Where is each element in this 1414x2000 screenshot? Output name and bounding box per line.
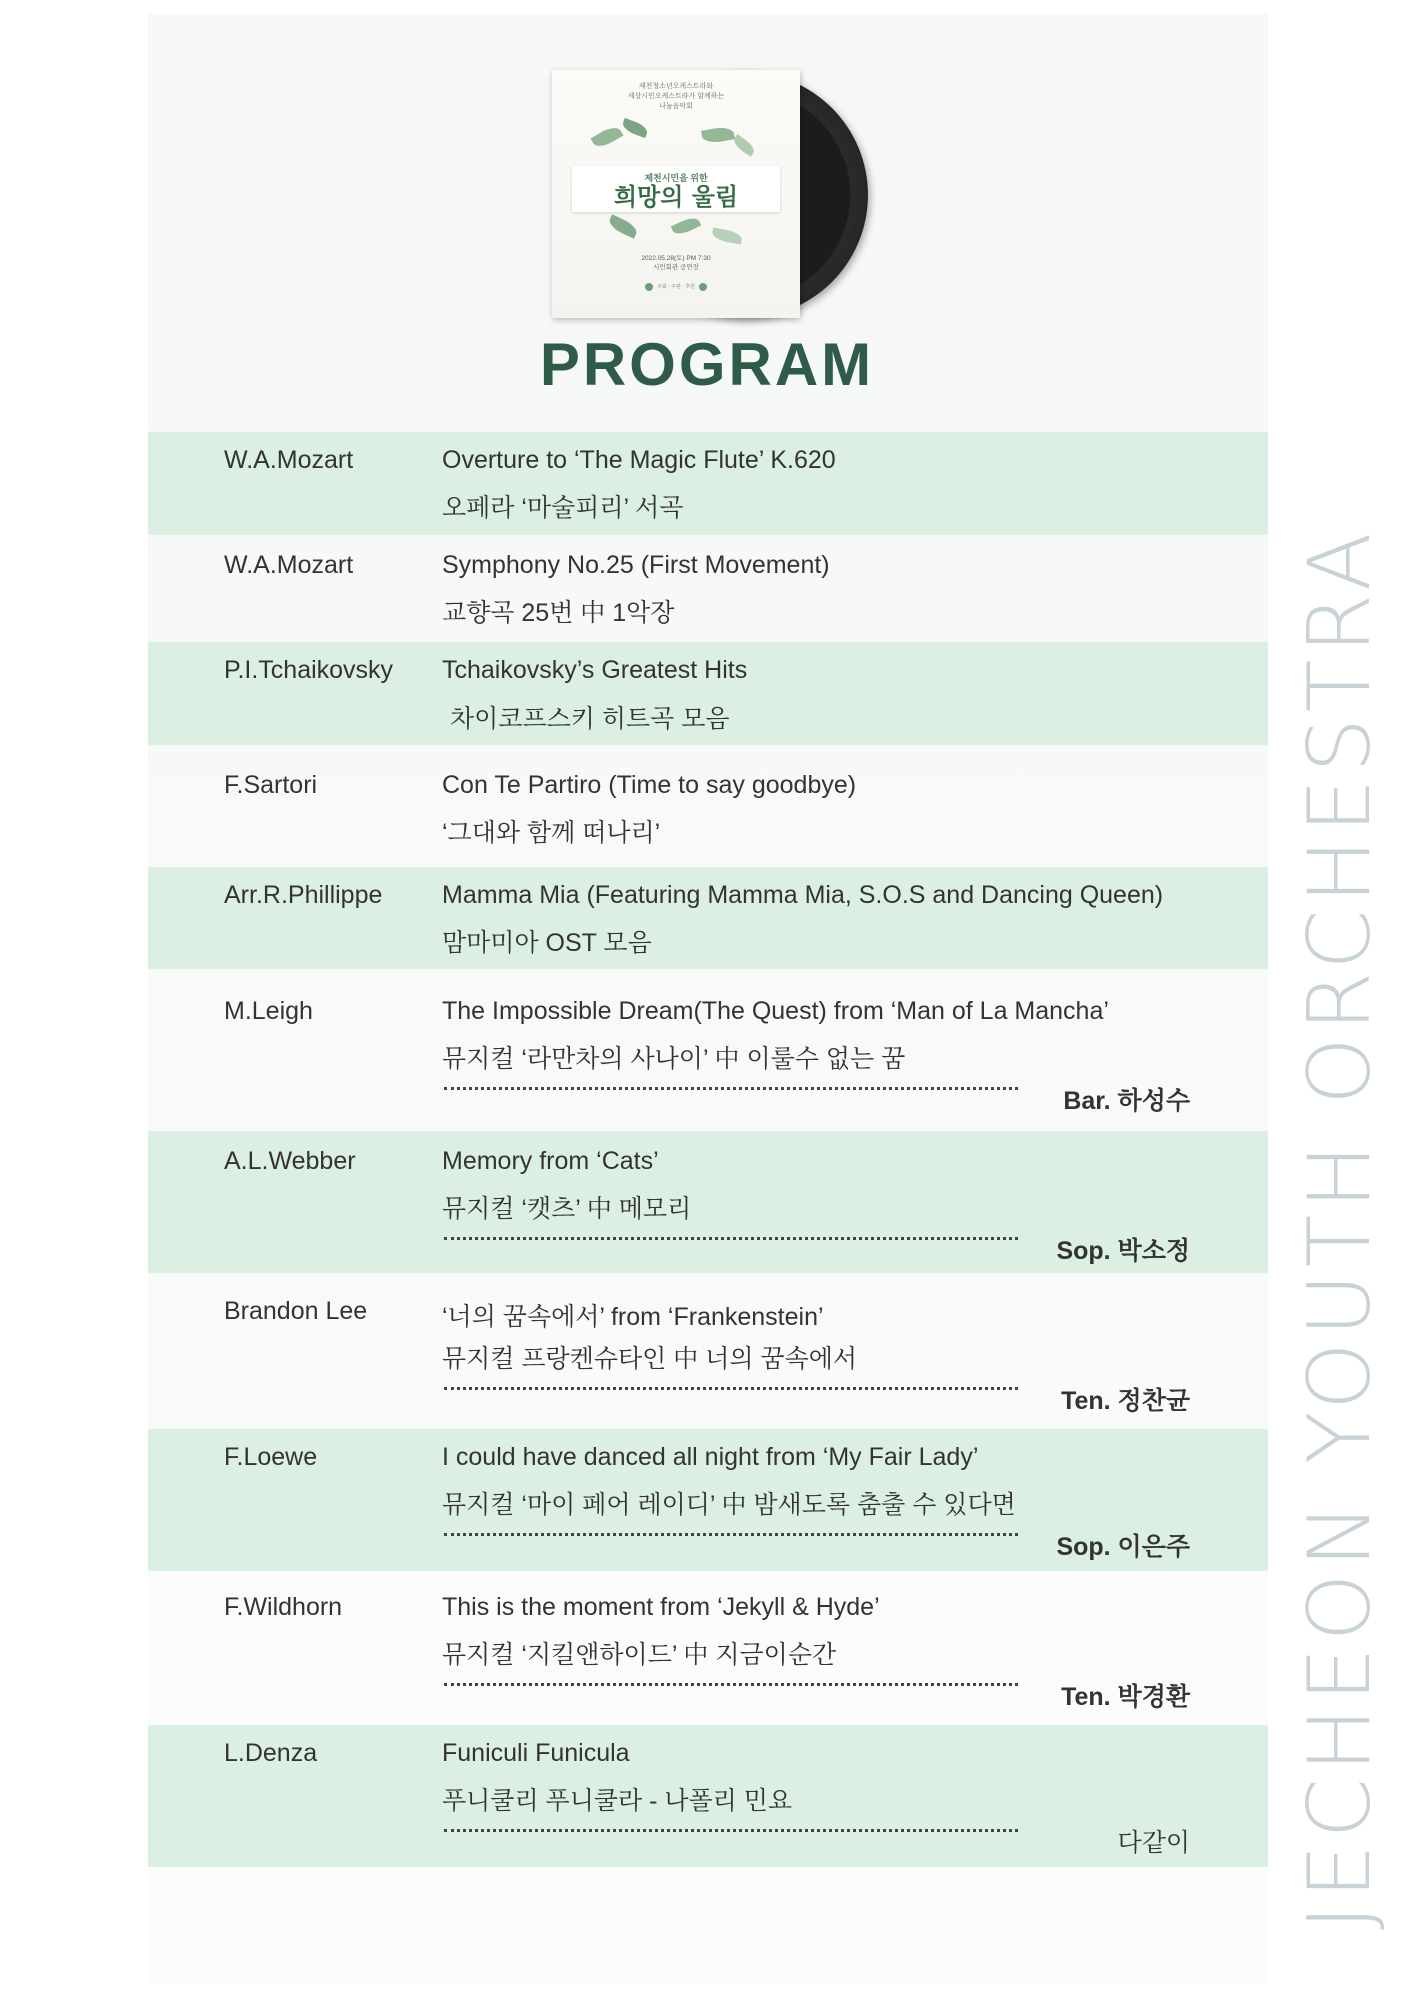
composer-name: L.Denza (224, 1739, 318, 1767)
poster-title-band (572, 166, 780, 212)
sponsor-logo-icon (699, 283, 707, 291)
program-list (148, 432, 1268, 1867)
performer-name: Sop. 박소정 (1056, 1237, 1190, 1265)
poster-sponsors (552, 282, 800, 292)
program-row (148, 432, 1268, 535)
program-row (148, 1131, 1268, 1273)
composer-name: W.A.Mozart (224, 551, 354, 579)
dotted-leader (444, 1387, 1018, 1390)
program-row (148, 535, 1268, 642)
orchestra-vertical-title: JECHEON YOUTH ORCHESTRA (1290, 526, 1390, 1930)
poster-date: 2022.05.28(토) PM 7:30 (641, 255, 711, 262)
program-row (148, 1429, 1268, 1571)
piece-title-ko: ‘그대와 함께 떠나리’ (442, 819, 661, 847)
leaf-icon (621, 118, 650, 138)
piece-title-en: Tchaikovsky’s Greatest Hits (442, 656, 748, 684)
poster-top-line: 나눔음악회 (659, 103, 693, 110)
poster-top-text (552, 82, 800, 112)
piece-title-en: Mamma Mia (Featuring Mamma Mia, S.O.S and Dancing Queen) (442, 881, 1164, 909)
composer-name: F.Wildhorn (224, 1593, 343, 1621)
composer-name: Brandon Lee (224, 1297, 368, 1325)
performer-name: Ten. 박경환 (1061, 1683, 1190, 1711)
piece-title-ko: 뮤지컬 프랑켄슈타인 中 너의 꿈속에서 (442, 1345, 858, 1373)
piece-title-en: The Impossible Dream(The Quest) from ‘Man of La Mancha’ (442, 997, 1109, 1025)
dotted-leader (444, 1683, 1018, 1686)
performer-name: 다같이 (1117, 1829, 1190, 1857)
page-title: PROGRAM (539, 331, 875, 398)
poster-subtitle: 제천시민을 위한 (644, 173, 708, 183)
dotted-leader (444, 1237, 1018, 1240)
composer-name: F.Loewe (224, 1443, 318, 1471)
piece-title-ko: 차이코프스키 히트곡 모음 (450, 705, 730, 733)
composer-name: P.I.Tchaikovsky (224, 656, 394, 684)
composer-name: A.L.Webber (224, 1147, 356, 1175)
piece-title-en: I could have danced all night from ‘My Fair Lady’ (442, 1443, 979, 1471)
leaf-icon (701, 125, 735, 144)
piece-title-ko: 푸니쿨리 푸니쿨라 - 나폴리 민요 (442, 1787, 793, 1815)
piece-title-ko: 뮤지컬 ‘마이 페어 레이디’ 中 밤새도록 춤출 수 있다면 (442, 1491, 1016, 1519)
composer-name: F.Sartori (224, 771, 318, 799)
piece-title-en: Memory from ‘Cats’ (442, 1147, 659, 1175)
performer-name: Sop. 이은주 (1056, 1533, 1190, 1561)
piece-title-ko: 뮤지컬 ‘지킬앤하이드’ 中 지금이순간 (442, 1641, 837, 1669)
piece-title-en: Symphony No.25 (First Movement) (442, 551, 830, 579)
poster-date-venue (552, 254, 800, 272)
program-row (148, 642, 1268, 745)
poster-sponsor-text: 주최 · 주관 · 후원 (657, 284, 695, 290)
performer-name: Ten. 정찬균 (1061, 1387, 1190, 1415)
composer-name: W.A.Mozart (224, 446, 354, 474)
leaf-icon (607, 214, 640, 238)
sponsor-logo-icon (645, 283, 653, 291)
piece-title-ko: 뮤지컬 ‘캣츠’ 中 메모리 (442, 1195, 692, 1223)
program-row (148, 1571, 1268, 1725)
piece-title-en: This is the moment from ‘Jekyll & Hyde’ (442, 1593, 880, 1621)
leaf-icon (731, 134, 757, 157)
leaf-icon (671, 215, 701, 238)
dotted-leader (444, 1533, 1018, 1536)
piece-title-en: Overture to ‘The Magic Flute’ K.620 (442, 446, 836, 474)
dotted-leader (444, 1087, 1018, 1090)
composer-name: M.Leigh (224, 997, 313, 1025)
program-row (148, 969, 1268, 1131)
poster-venue: 시민회관 공연장 (653, 264, 699, 271)
program-row (148, 1725, 1268, 1867)
performer-name: Bar. 하성수 (1063, 1087, 1190, 1115)
piece-title-ko: 교향곡 25번 中 1악장 (442, 599, 675, 627)
concert-poster-image (552, 70, 882, 320)
program-row (148, 867, 1268, 969)
leaf-icon (591, 123, 624, 150)
piece-title-ko: 뮤지컬 ‘라만차의 사나이’ 中 이룰수 없는 꿈 (442, 1045, 906, 1073)
poster-top-line: 세상시민오케스트라가 함께하는 (627, 93, 725, 100)
poster-cover (552, 70, 800, 318)
leaf-icon (711, 227, 743, 244)
poster-title: 희망의 울림 (613, 182, 739, 211)
piece-title-ko: 오페라 ‘마술피리’ 서곡 (442, 494, 684, 522)
dotted-leader (444, 1829, 1018, 1832)
composer-name: Arr.R.Phillippe (224, 881, 383, 909)
program-row (148, 1273, 1268, 1429)
piece-title-en: Con Te Partiro (Time to say goodbye) (442, 771, 857, 799)
piece-title-en: ‘너의 꿈속에서’ from ‘Frankenstein’ (442, 1303, 824, 1331)
program-row (148, 745, 1268, 867)
poster-top-line: 제천청소년오케스트라와 (638, 83, 714, 90)
piece-title-ko: 맘마미아 OST 모음 (442, 929, 652, 957)
piece-title-en: Funiculi Funicula (442, 1739, 630, 1767)
